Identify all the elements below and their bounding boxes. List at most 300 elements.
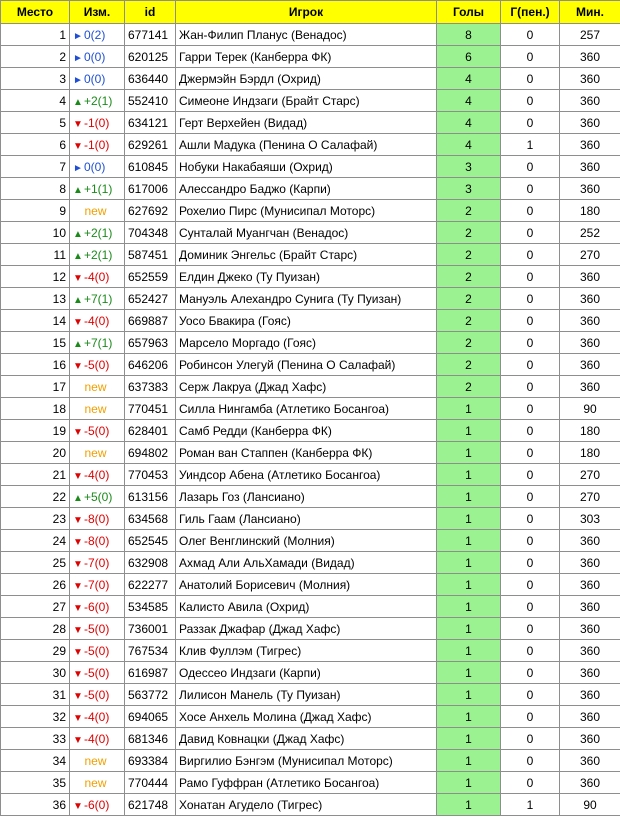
player-name-cell[interactable]: Ахмад Али АльХамади (Видад) [176, 552, 437, 574]
player-id-cell: 770451 [125, 398, 176, 420]
place-cell: 19 [1, 420, 70, 442]
player-name-cell[interactable]: Уосо Бвакира (Гояс) [176, 310, 437, 332]
place-cell: 23 [1, 508, 70, 530]
goals-cell: 4 [437, 134, 501, 156]
place-cell: 27 [1, 596, 70, 618]
change-value: -4(0) [84, 313, 110, 328]
change-cell [70, 266, 125, 288]
table-row [1, 596, 620, 618]
table-row [1, 618, 620, 640]
goals-cell: 6 [437, 46, 501, 68]
goals-cell: 2 [437, 354, 501, 376]
minutes-cell: 360 [560, 310, 620, 332]
arrow-down-icon: ▼ [73, 272, 83, 284]
change-cell [70, 332, 125, 354]
minutes-cell: 360 [560, 772, 620, 794]
penalty-goals-cell: 0 [501, 24, 560, 46]
player-name-cell[interactable]: Виргилио Бэнгэм (Мунисипал Моторс) [176, 750, 437, 772]
change-value: new [84, 775, 107, 790]
penalty-goals-cell: 0 [501, 552, 560, 574]
player-id-cell: 563772 [125, 684, 176, 706]
table-row [1, 332, 620, 354]
arrow-down-icon: ▼ [73, 668, 83, 680]
minutes-cell: 360 [560, 266, 620, 288]
place-cell: 7 [1, 156, 70, 178]
change-cell [70, 68, 125, 90]
place-cell: 20 [1, 442, 70, 464]
change-value: -1(0) [84, 137, 110, 152]
goals-cell: 1 [437, 640, 501, 662]
table-row [1, 574, 620, 596]
header-minutes[interactable]: Мин. [560, 1, 620, 24]
player-name-cell[interactable]: Гарри Терек (Канберра ФК) [176, 46, 437, 68]
change-cell [70, 420, 125, 442]
minutes-cell: 360 [560, 332, 620, 354]
arrow-right-icon: ► [73, 162, 83, 174]
change-value: new [84, 401, 107, 416]
minutes-cell: 270 [560, 464, 620, 486]
penalty-goals-cell: 0 [501, 178, 560, 200]
table-row [1, 354, 620, 376]
penalty-goals-cell: 0 [501, 750, 560, 772]
change-value: -8(0) [84, 533, 110, 548]
player-id-cell: 587451 [125, 244, 176, 266]
change-cell [70, 200, 125, 222]
minutes-cell: 180 [560, 420, 620, 442]
player-id-cell: 652545 [125, 530, 176, 552]
player-id-cell: 636440 [125, 68, 176, 90]
change-value: -5(0) [84, 357, 110, 372]
change-cell [70, 684, 125, 706]
player-name-cell[interactable]: Олег Венглинский (Молния) [176, 530, 437, 552]
penalty-goals-cell: 0 [501, 244, 560, 266]
penalty-goals-cell: 0 [501, 222, 560, 244]
place-cell: 25 [1, 552, 70, 574]
change-value: +7(1) [84, 335, 113, 350]
change-value: -4(0) [84, 709, 110, 724]
player-id-cell: 694802 [125, 442, 176, 464]
change-value: new [84, 445, 107, 460]
arrow-down-icon: ▼ [73, 118, 83, 130]
penalty-goals-cell: 0 [501, 398, 560, 420]
player-name-cell[interactable]: Джермэйн Бэрдл (Охрид) [176, 68, 437, 90]
goals-cell: 2 [437, 332, 501, 354]
change-cell [70, 398, 125, 420]
table-row [1, 728, 620, 750]
minutes-cell: 360 [560, 640, 620, 662]
change-cell [70, 310, 125, 332]
player-name-cell[interactable]: Роман ван Стаппен (Канберра ФК) [176, 442, 437, 464]
change-value: -8(0) [84, 511, 110, 526]
change-cell [70, 112, 125, 134]
table-row [1, 200, 620, 222]
table-row [1, 508, 620, 530]
goals-cell: 2 [437, 310, 501, 332]
goals-cell: 1 [437, 728, 501, 750]
minutes-cell: 360 [560, 112, 620, 134]
change-value: -5(0) [84, 665, 110, 680]
table-row [1, 112, 620, 134]
player-id-cell: 736001 [125, 618, 176, 640]
player-id-cell: 646206 [125, 354, 176, 376]
place-cell: 16 [1, 354, 70, 376]
penalty-goals-cell: 0 [501, 156, 560, 178]
place-cell: 30 [1, 662, 70, 684]
goals-cell: 8 [437, 24, 501, 46]
header-player[interactable]: Игрок [176, 1, 437, 24]
player-name-cell[interactable]: Алессандро Баджо (Карпи) [176, 178, 437, 200]
goals-cell: 1 [437, 508, 501, 530]
penalty-goals-cell: 0 [501, 662, 560, 684]
table-row [1, 420, 620, 442]
arrow-up-icon: ▲ [73, 338, 83, 350]
arrow-down-icon: ▼ [73, 602, 83, 614]
player-name-cell[interactable]: Доминик Энгельс (Брайт Старс) [176, 244, 437, 266]
place-cell: 9 [1, 200, 70, 222]
player-name-cell[interactable]: Гиль Гаам (Лансиано) [176, 508, 437, 530]
place-cell: 18 [1, 398, 70, 420]
place-cell: 36 [1, 794, 70, 816]
player-name-cell[interactable]: Давид Ковнацки (Джад Хафс) [176, 728, 437, 750]
goals-cell: 1 [437, 486, 501, 508]
header-row [1, 1, 620, 24]
player-name-cell[interactable]: Анатолий Борисевич (Молния) [176, 574, 437, 596]
header-place[interactable]: Место [1, 1, 70, 24]
change-cell [70, 596, 125, 618]
player-id-cell: 681346 [125, 728, 176, 750]
arrow-down-icon: ▼ [73, 734, 83, 746]
change-cell [70, 24, 125, 46]
header-penalty-goals[interactable]: Г(пен.) [501, 1, 560, 24]
minutes-cell: 90 [560, 794, 620, 816]
player-id-cell: 620125 [125, 46, 176, 68]
player-id-cell: 616987 [125, 662, 176, 684]
arrow-down-icon: ▼ [73, 580, 83, 592]
player-name-cell[interactable]: Уиндсор Абена (Атлетико Босангоа) [176, 464, 437, 486]
player-id-cell: 610845 [125, 156, 176, 178]
change-value: new [84, 379, 107, 394]
change-cell [70, 464, 125, 486]
goals-cell: 4 [437, 112, 501, 134]
penalty-goals-cell: 0 [501, 310, 560, 332]
minutes-cell: 360 [560, 574, 620, 596]
change-value: -4(0) [84, 731, 110, 746]
player-id-cell: 629261 [125, 134, 176, 156]
change-value: -6(0) [84, 797, 110, 812]
table-row [1, 24, 620, 46]
goals-cell: 1 [437, 662, 501, 684]
goals-cell: 4 [437, 90, 501, 112]
minutes-cell: 270 [560, 244, 620, 266]
place-cell: 17 [1, 376, 70, 398]
change-value: -5(0) [84, 621, 110, 636]
change-cell [70, 552, 125, 574]
player-name-cell[interactable]: Нобуки Накабаяши (Охрид) [176, 156, 437, 178]
table-row [1, 46, 620, 68]
change-cell [70, 706, 125, 728]
table-row [1, 442, 620, 464]
change-cell [70, 508, 125, 530]
player-name-cell[interactable]: Серж Лакруа (Джад Хафс) [176, 376, 437, 398]
goals-cell: 2 [437, 222, 501, 244]
change-value: -7(0) [84, 577, 110, 592]
arrow-down-icon: ▼ [73, 316, 83, 328]
penalty-goals-cell: 0 [501, 90, 560, 112]
penalty-goals-cell: 0 [501, 266, 560, 288]
minutes-cell: 360 [560, 530, 620, 552]
change-cell [70, 794, 125, 816]
goals-cell: 1 [437, 750, 501, 772]
minutes-cell: 360 [560, 90, 620, 112]
goals-cell: 1 [437, 398, 501, 420]
minutes-cell: 360 [560, 552, 620, 574]
player-id-cell: 628401 [125, 420, 176, 442]
change-cell [70, 618, 125, 640]
player-id-cell: 622277 [125, 574, 176, 596]
penalty-goals-cell: 0 [501, 442, 560, 464]
arrow-down-icon: ▼ [73, 470, 83, 482]
change-value: +2(1) [84, 93, 113, 108]
player-id-cell: 657963 [125, 332, 176, 354]
minutes-cell: 252 [560, 222, 620, 244]
place-cell: 3 [1, 68, 70, 90]
player-name-cell[interactable]: Лазарь Гоз (Лансиано) [176, 486, 437, 508]
player-name-cell[interactable]: Рохелио Пирс (Мунисипал Моторс) [176, 200, 437, 222]
player-name-cell[interactable]: Жан-Филип Планус (Венадос) [176, 24, 437, 46]
minutes-cell: 360 [560, 288, 620, 310]
place-cell: 1 [1, 24, 70, 46]
penalty-goals-cell: 1 [501, 134, 560, 156]
place-cell: 24 [1, 530, 70, 552]
change-value: +2(1) [84, 225, 113, 240]
goals-cell: 1 [437, 596, 501, 618]
arrow-up-icon: ▲ [73, 184, 83, 196]
penalty-goals-cell: 0 [501, 486, 560, 508]
penalty-goals-cell: 0 [501, 420, 560, 442]
player-name-cell[interactable]: Рамо Гуффран (Атлетико Босангоа) [176, 772, 437, 794]
change-cell [70, 442, 125, 464]
player-name-cell[interactable]: Мануэль Алехандро Сунига (Ту Пуизан) [176, 288, 437, 310]
change-value: +5(0) [84, 489, 113, 504]
player-name-cell[interactable]: Одессео Индзаги (Карпи) [176, 662, 437, 684]
table-row [1, 222, 620, 244]
player-name-cell[interactable]: Самб Редди (Канберра ФК) [176, 420, 437, 442]
minutes-cell: 360 [560, 618, 620, 640]
player-id-cell: 634121 [125, 112, 176, 134]
arrow-down-icon: ▼ [73, 558, 83, 570]
player-id-cell: 770444 [125, 772, 176, 794]
arrow-up-icon: ▲ [73, 492, 83, 504]
change-cell [70, 46, 125, 68]
player-id-cell: 652559 [125, 266, 176, 288]
table-row [1, 530, 620, 552]
arrow-up-icon: ▲ [73, 250, 83, 262]
goals-cell: 1 [437, 464, 501, 486]
player-name-cell[interactable]: Симеоне Индзаги (Брайт Старс) [176, 90, 437, 112]
penalty-goals-cell: 0 [501, 112, 560, 134]
player-name-cell[interactable]: Марсело Моргадо (Гояс) [176, 332, 437, 354]
change-cell [70, 750, 125, 772]
change-value: 0(0) [84, 71, 106, 86]
goals-cell: 1 [437, 706, 501, 728]
penalty-goals-cell: 0 [501, 332, 560, 354]
table-row [1, 640, 620, 662]
place-cell: 34 [1, 750, 70, 772]
change-value: 0(0) [84, 49, 106, 64]
change-value: -4(0) [84, 467, 110, 482]
header-change[interactable]: Изм. [70, 1, 125, 24]
arrow-down-icon: ▼ [73, 426, 83, 438]
goals-cell: 1 [437, 684, 501, 706]
arrow-up-icon: ▲ [73, 96, 83, 108]
player-id-cell: 627692 [125, 200, 176, 222]
table-row [1, 486, 620, 508]
player-name-cell[interactable]: Раззак Джафар (Джад Хафс) [176, 618, 437, 640]
goals-cell: 2 [437, 244, 501, 266]
change-value: +1(1) [84, 181, 113, 196]
minutes-cell: 270 [560, 486, 620, 508]
table-row [1, 68, 620, 90]
player-id-cell: 693384 [125, 750, 176, 772]
arrow-down-icon: ▼ [73, 140, 83, 152]
place-cell: 31 [1, 684, 70, 706]
arrow-down-icon: ▼ [73, 712, 83, 724]
arrow-right-icon: ► [73, 30, 83, 42]
penalty-goals-cell: 0 [501, 68, 560, 90]
place-cell: 22 [1, 486, 70, 508]
place-cell: 8 [1, 178, 70, 200]
goals-cell: 1 [437, 552, 501, 574]
goals-cell: 1 [437, 574, 501, 596]
minutes-cell: 303 [560, 508, 620, 530]
penalty-goals-cell: 0 [501, 200, 560, 222]
minutes-cell: 257 [560, 24, 620, 46]
change-cell [70, 728, 125, 750]
place-cell: 13 [1, 288, 70, 310]
change-value: -5(0) [84, 643, 110, 658]
player-name-cell[interactable]: Калисто Авила (Охрид) [176, 596, 437, 618]
change-cell [70, 244, 125, 266]
place-cell: 15 [1, 332, 70, 354]
table-row [1, 772, 620, 794]
change-value: -5(0) [84, 423, 110, 438]
arrow-right-icon: ► [73, 74, 83, 86]
player-id-cell: 632908 [125, 552, 176, 574]
change-cell [70, 90, 125, 112]
player-id-cell: 669887 [125, 310, 176, 332]
place-cell: 14 [1, 310, 70, 332]
minutes-cell: 360 [560, 376, 620, 398]
player-name-cell[interactable]: Хонатан Агудело (Тигрес) [176, 794, 437, 816]
change-cell [70, 222, 125, 244]
player-name-cell[interactable]: Лилисон Манель (Ту Пуизан) [176, 684, 437, 706]
change-cell [70, 156, 125, 178]
table-row [1, 750, 620, 772]
arrow-down-icon: ▼ [73, 800, 83, 812]
change-cell [70, 530, 125, 552]
table-row [1, 288, 620, 310]
minutes-cell: 360 [560, 156, 620, 178]
player-id-cell: 767534 [125, 640, 176, 662]
place-cell: 10 [1, 222, 70, 244]
change-value: +2(1) [84, 247, 113, 262]
penalty-goals-cell: 0 [501, 508, 560, 530]
player-id-cell: 634568 [125, 508, 176, 530]
table-row [1, 684, 620, 706]
place-cell: 2 [1, 46, 70, 68]
player-name-cell[interactable]: Ашли Мадука (Пенина О Салафай) [176, 134, 437, 156]
player-name-cell[interactable]: Клив Фуллэм (Тигрес) [176, 640, 437, 662]
arrow-down-icon: ▼ [73, 536, 83, 548]
change-value: 0(0) [84, 159, 106, 174]
player-id-cell: 637383 [125, 376, 176, 398]
change-cell [70, 772, 125, 794]
arrow-down-icon: ▼ [73, 360, 83, 372]
player-id-cell: 617006 [125, 178, 176, 200]
minutes-cell: 180 [560, 200, 620, 222]
player-id-cell: 552410 [125, 90, 176, 112]
place-cell: 6 [1, 134, 70, 156]
place-cell: 11 [1, 244, 70, 266]
header-goals[interactable]: Голы [437, 1, 501, 24]
penalty-goals-cell: 0 [501, 46, 560, 68]
player-name-cell[interactable]: Силла Нингамба (Атлетико Босангоа) [176, 398, 437, 420]
goals-cell: 1 [437, 794, 501, 816]
table-row [1, 662, 620, 684]
change-cell [70, 134, 125, 156]
player-name-cell[interactable]: Робинсон Улегуй (Пенина О Салафай) [176, 354, 437, 376]
goals-cell: 3 [437, 156, 501, 178]
minutes-cell: 360 [560, 68, 620, 90]
player-id-cell: 652427 [125, 288, 176, 310]
place-cell: 21 [1, 464, 70, 486]
table-row [1, 706, 620, 728]
player-name-cell[interactable]: Герт Верхейен (Видад) [176, 112, 437, 134]
player-id-cell: 534585 [125, 596, 176, 618]
change-cell [70, 376, 125, 398]
penalty-goals-cell: 0 [501, 288, 560, 310]
place-cell: 32 [1, 706, 70, 728]
penalty-goals-cell: 0 [501, 640, 560, 662]
change-value: -7(0) [84, 555, 110, 570]
change-value: -4(0) [84, 269, 110, 284]
place-cell: 4 [1, 90, 70, 112]
penalty-goals-cell: 0 [501, 354, 560, 376]
change-value: -5(0) [84, 687, 110, 702]
player-name-cell[interactable]: Елдин Джеко (Ту Пуизан) [176, 266, 437, 288]
penalty-goals-cell: 0 [501, 574, 560, 596]
penalty-goals-cell: 0 [501, 706, 560, 728]
arrow-up-icon: ▲ [73, 228, 83, 240]
goals-cell: 1 [437, 442, 501, 464]
table-row [1, 398, 620, 420]
change-value: 0(2) [84, 27, 106, 42]
change-cell [70, 178, 125, 200]
minutes-cell: 360 [560, 684, 620, 706]
goals-cell: 2 [437, 376, 501, 398]
change-cell [70, 574, 125, 596]
change-cell [70, 662, 125, 684]
player-name-cell[interactable]: Сунталай Муангчан (Венадос) [176, 222, 437, 244]
player-name-cell[interactable]: Хосе Анхель Молина (Джад Хафс) [176, 706, 437, 728]
header-id[interactable]: id [125, 1, 176, 24]
minutes-cell: 360 [560, 354, 620, 376]
place-cell: 28 [1, 618, 70, 640]
place-cell: 29 [1, 640, 70, 662]
player-id-cell: 694065 [125, 706, 176, 728]
table-row [1, 134, 620, 156]
penalty-goals-cell: 0 [501, 464, 560, 486]
